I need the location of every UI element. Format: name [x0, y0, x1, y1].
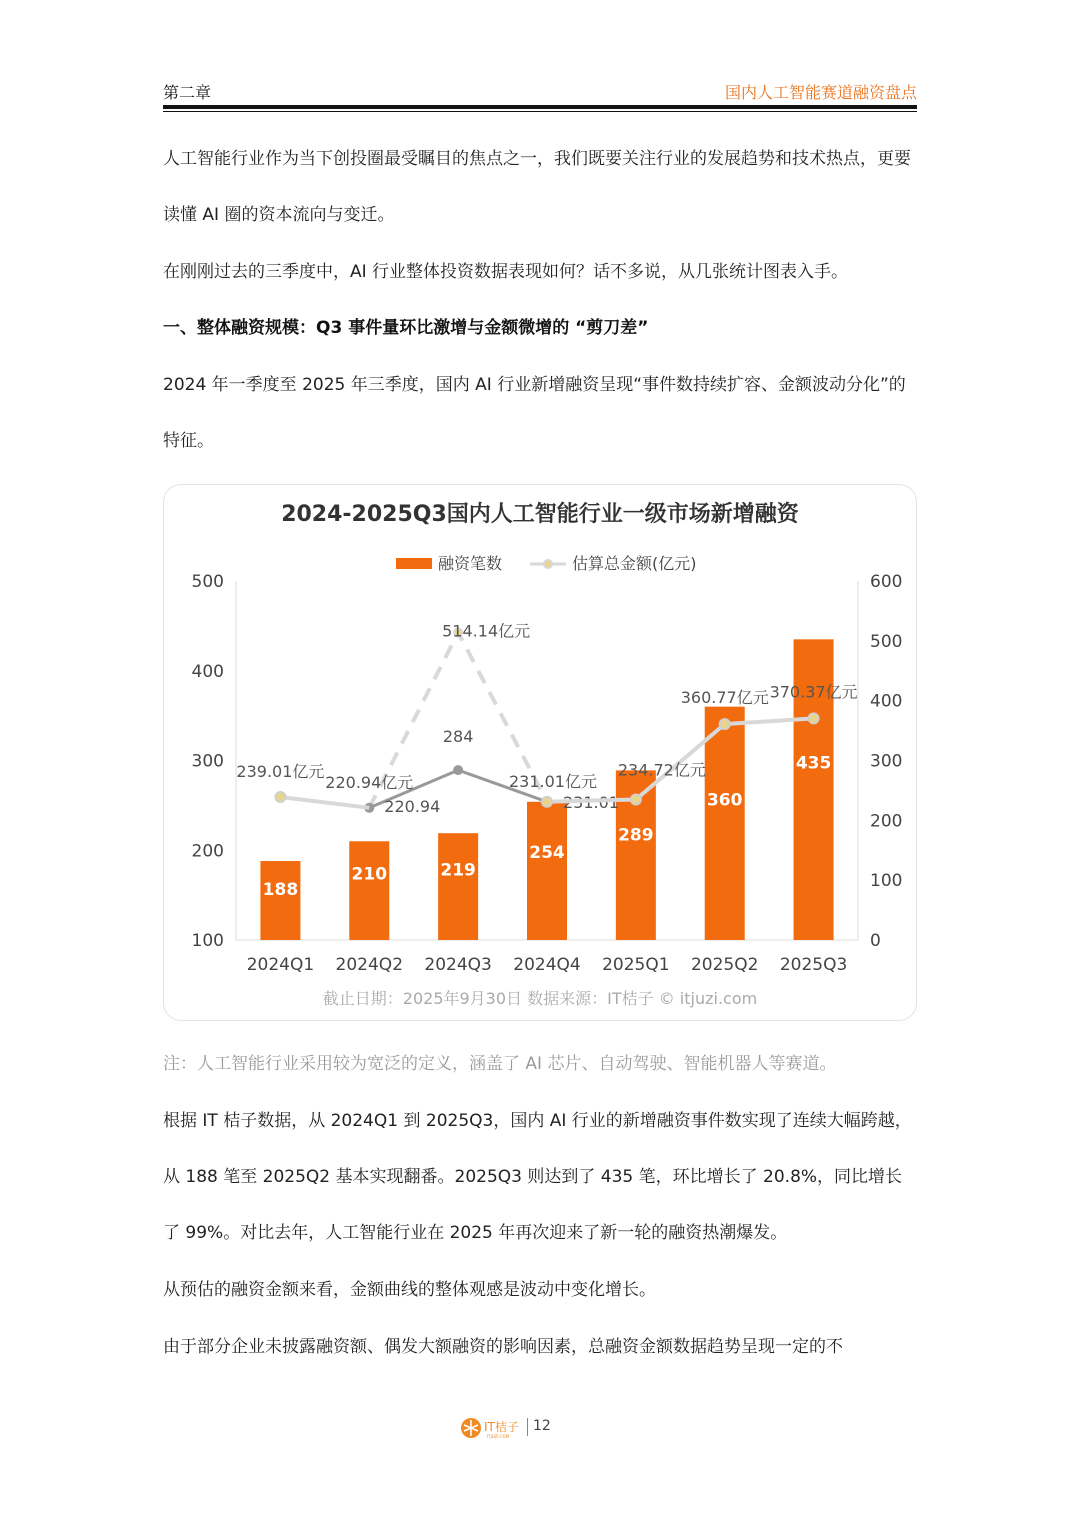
- bar: [349, 841, 389, 940]
- amount-label: 360.77亿元: [680, 688, 769, 708]
- y-left-tick-label: 400: [191, 661, 224, 682]
- chapter-label: 第二章: [163, 83, 212, 102]
- overlay-point-label: 220.94: [384, 796, 441, 816]
- x-tick-label: 2025Q2: [690, 955, 759, 975]
- amount-point: [542, 797, 552, 807]
- header-title: 国内人工智能赛道融资盘点: [724, 83, 917, 102]
- paragraph-lead: 在刚刚过去的三季度中，AI 行业整体投资数据表现如何？话不多说，从几张统计图表入手。: [163, 262, 849, 282]
- paragraph-trend: 从预估的融资金额来看，金额曲线的整体观感是波动中变化增长。: [163, 1280, 656, 1300]
- amount-label: 370.37亿元: [769, 682, 858, 702]
- y-left-tick-label: 500: [191, 572, 224, 592]
- y-right-tick-label: 400: [870, 691, 903, 712]
- bar-value-label: 219: [440, 860, 476, 881]
- amount-line-segment: [280, 797, 369, 808]
- y-right-tick-label: 0: [870, 931, 881, 951]
- paragraph-intro: 人工智能行业作为当下创投圈最受瞩目的焦点之一，我们既要关注行业的发展趋势和技术热点，更要读懂 AI 圈的资本流向与变迁。: [163, 149, 911, 225]
- bar-value-label: 254: [529, 842, 565, 863]
- y-right-tick-label: 200: [870, 811, 903, 832]
- footer-separator: [527, 1418, 528, 1436]
- chart-title: 2024-2025Q3国内人工智能行业一级市场新增融资: [281, 502, 799, 527]
- overlay-point: [453, 765, 463, 775]
- amount-point: [720, 719, 730, 729]
- x-tick-label: 2024Q2: [335, 955, 404, 975]
- y-right-tick-label: 100: [870, 871, 903, 892]
- section-heading: 一、整体融资规模：Q3 事件量环比激增与金额微增的 “剪刀差”: [163, 318, 649, 338]
- header-rule: [163, 105, 917, 109]
- bar: [527, 802, 567, 940]
- y-right-tick-label: 300: [870, 751, 903, 772]
- footer-brand-sub: ITJUZI.COM: [487, 1434, 510, 1439]
- footer-brand: IT桔子: [484, 1420, 519, 1434]
- legend-line-label: 估算总金额(亿元): [572, 554, 697, 573]
- paragraph-analysis: 根据 IT 桔子数据，从 2024Q1 到 2025Q3，国内 AI 行业的新增融资事件数实现了连续大幅跨越，从 188 笔至 2025Q2 基本实现翻番。2025Q3 则达到了 435 笔，环比增长了 20.8%，同比增长了 99%。对比去年，人工智能行业在 2025 年再次迎来了新一轮的融资热潮爆发。: [163, 1111, 912, 1243]
- legend-line-marker: [544, 560, 552, 568]
- chart-note: 注：人工智能行业采用较为宽泛的定义，涵盖了 AI 芯片、自动驾驶、智能机器人等赛道。: [163, 1054, 837, 1074]
- x-tick-label: 2025Q1: [602, 955, 670, 975]
- y-right-tick-label: 500: [870, 631, 903, 652]
- overlay-point-label: 231.01: [563, 792, 619, 812]
- y-left-tick-label: 300: [191, 751, 224, 772]
- itjuzi-logo-icon: [460, 1416, 522, 1440]
- bar-value-label: 210: [351, 864, 388, 885]
- financing-chart: [163, 484, 917, 1021]
- bar: [438, 833, 478, 940]
- x-tick-label: 2025Q3: [779, 955, 848, 975]
- chart-legend: [396, 554, 697, 573]
- bar: [260, 861, 300, 940]
- legend-bar-label: 融资笔数: [438, 554, 503, 573]
- bar-value-label: 289: [618, 825, 654, 846]
- legend-bar-swatch: [396, 558, 432, 569]
- y-left-tick-label: 200: [191, 841, 224, 862]
- paragraph-last: 由于部分企业未披露融资额、偶发大额融资的影响因素，总融资金额数据趋势呈现一定的不: [163, 1337, 843, 1357]
- y-left-tick-label: 100: [191, 931, 224, 951]
- amount-label: 239.01亿元: [236, 761, 325, 781]
- amount-point: [809, 713, 819, 723]
- bar-value-label: 188: [262, 880, 299, 901]
- paragraph-range: 2024 年一季度至 2025 年三季度，国内 AI 行业新增融资呈现“事件数持续扩容、金额波动分化”的特征。: [163, 375, 906, 451]
- data-labels-layer: [236, 682, 857, 791]
- chart-source-note: 截止日期：2025年9月30日 数据来源：IT桔子 © itjuzi.com: [322, 989, 758, 1008]
- overlay-point-label: 284: [442, 727, 474, 747]
- amount-point: [275, 792, 285, 802]
- amount-point: [631, 795, 641, 805]
- x-tick-label: 2024Q1: [246, 955, 315, 975]
- x-tick-label: 2024Q3: [424, 955, 492, 975]
- page-footer: [0, 1414, 1080, 1442]
- bar-value-label: 360: [706, 790, 743, 811]
- page-number: 12: [533, 1418, 551, 1434]
- page-header: [163, 80, 917, 104]
- header-rule-thin: [163, 111, 917, 112]
- x-tick-label: 2024Q4: [513, 955, 581, 975]
- estimate-peak-label: 514.14亿元: [442, 621, 531, 641]
- bar-value-label: 435: [795, 753, 832, 774]
- amount-label: 234.72亿元: [617, 760, 706, 780]
- y-right-tick-label: 600: [870, 572, 903, 592]
- bar: [705, 707, 745, 940]
- amount-label: 231.01亿元: [509, 771, 597, 791]
- chart-canvas: [164, 485, 916, 1020]
- amount-label: 220.94亿元: [325, 772, 414, 792]
